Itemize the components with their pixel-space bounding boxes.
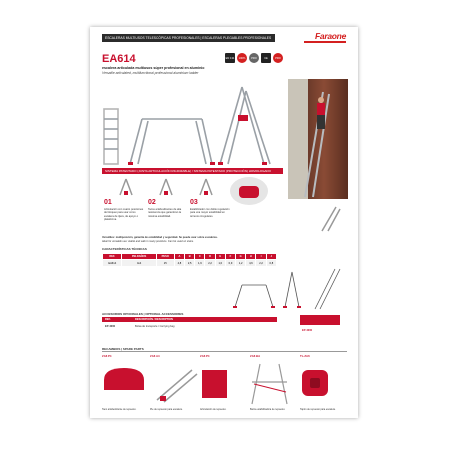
- th-h: H: [246, 254, 256, 260]
- spare-parts-title: RECAMBIOS | SPARE PARTS: [102, 347, 144, 351]
- logo-underline: [304, 41, 346, 43]
- table-row: [103, 260, 277, 267]
- carry-bag-photo: [300, 315, 340, 325]
- td-cell: 1,0: [215, 260, 225, 267]
- step-03-number: 03: [190, 199, 198, 206]
- th-e: E: [215, 254, 225, 260]
- th-c: C: [195, 254, 205, 260]
- td-cell: EA614: [103, 260, 122, 267]
- th-weight: PESO: [156, 254, 174, 260]
- badge-pro: PRO: [249, 53, 259, 63]
- spare-ref-3: ZA6 P4: [200, 354, 210, 358]
- spare-desc-3: Articulación de repuesto.: [200, 408, 227, 411]
- th-d: D: [205, 254, 215, 260]
- spare-ref-2: ZA6 A4: [150, 354, 160, 358]
- td-cell: 2,5: [185, 260, 195, 267]
- category-bar: ESCALERAS MULTIUSOS TELESCÓPICAS PROFESIONALES | ESCALERAS PLEGABLES PROFESIONALES: [102, 34, 275, 42]
- th-a: A: [174, 254, 184, 260]
- feature-text-es: Versátiles: multiposición, garantía de estabilidad y seguridad. Se puede usar sobre escaleras.: [102, 236, 218, 239]
- th-i: I: [256, 254, 266, 260]
- th-ref: REF.: [103, 254, 122, 260]
- td-cell: 4x4: [122, 260, 156, 267]
- spare-desc-2: Pie de repuesto para escalera.: [150, 408, 183, 411]
- th-j: J: [266, 254, 276, 260]
- patent-bar: SISTEMA PATENTADO (JUNTA ARTICULACIÓN RIGIDIZABLE) / SISTEMA PATENTADO (PROTECCIÓN) HOMOLOGADO: [102, 168, 283, 174]
- specs-table: [102, 253, 277, 267]
- acc-desc-header: DESCRIPCIÓN / DESCRIPTION: [135, 318, 173, 321]
- td-cell: 2,2: [205, 260, 215, 267]
- feature-text-en: Ideal for versatile use: stable and safe in many positions. Can be used on stairs.: [102, 240, 194, 243]
- product-sheet: [90, 27, 358, 418]
- spare-desc-4: Barra estabilizadora de repuesto.: [250, 408, 286, 411]
- td-cell: 1,9: [195, 260, 205, 267]
- td-cell: 0,9: [225, 260, 235, 267]
- spare-desc-1: Taco antideslizante de repuesto.: [102, 408, 137, 411]
- joint-detail-photo: [235, 180, 263, 202]
- acc-desc: Bolsa de transporte / Carrying bag: [135, 325, 175, 328]
- dimension-diagrams: [230, 267, 348, 312]
- spare-ref-4: ZA6 BA: [250, 354, 261, 358]
- badge-ce: CE: [261, 53, 271, 63]
- td-cell: 2,2: [256, 260, 266, 267]
- td-cell: 0,8: [266, 260, 276, 267]
- acc-ref: EP-4000: [105, 325, 116, 328]
- th-steps: PELDAÑOS: [122, 254, 156, 260]
- product-model: EA614: [102, 53, 136, 65]
- td-cell: 4,8: [174, 260, 184, 267]
- spare-ref-5: TL-ZA6: [300, 354, 310, 358]
- worker-on-ladder-photo: [295, 82, 345, 200]
- step-03-text: Estabilizador con doble regulación para una mayor estabilidad en terrenos irregulares.: [190, 208, 230, 218]
- badge-pro-2: PRO: [273, 53, 283, 63]
- table-title: CARACTERÍSTICAS TÉCNICAS: [102, 247, 147, 251]
- spare-desc-5: Tapón de repuesto para escalera.: [300, 408, 336, 411]
- accessories-title: ACCESORIOS OPCIONALES | OPTIONAL ACCESSORIES: [102, 312, 184, 316]
- product-title-es: escalera articulada multiusos súper profesional en aluminio: [102, 66, 205, 70]
- ladder-photos: [102, 79, 282, 167]
- step-01-text: Articulación con cuatro posiciones de bloqueo para usar como escalera de tijera, de apoyo o plataforma.: [104, 208, 144, 222]
- th-g: G: [236, 254, 246, 260]
- step-02-number: 02: [148, 199, 156, 206]
- spare-parts-divider: [102, 351, 347, 352]
- certification-badges: [225, 53, 283, 63]
- step-thumbnails: [116, 177, 231, 197]
- badge-en131: EN 131: [225, 53, 235, 63]
- accessories-row: [102, 325, 347, 328]
- th-f: F: [225, 254, 235, 260]
- accessory-side-label: EP-4000: [302, 329, 313, 332]
- step-01-number: 01: [104, 199, 112, 206]
- product-title-en: Versatile articulated, multifunctional professional aluminium ladder: [102, 71, 199, 75]
- spare-parts-photos: [102, 360, 347, 406]
- acc-ref-header: REF.: [105, 318, 111, 321]
- brand-logo: Faraone: [315, 31, 346, 41]
- ladder-on-stairs-photo: [320, 205, 342, 233]
- td-cell: 15: [156, 260, 174, 267]
- spare-ref-1: ZA6 P4: [102, 354, 112, 358]
- step-02-text: Tacos antideslizantes de alta resistencia que garantizan la máxima estabilidad.: [148, 208, 182, 218]
- td-cell: 4,6: [246, 260, 256, 267]
- td-cell: 1,2: [236, 260, 246, 267]
- th-b: B: [185, 254, 195, 260]
- badge-100: 100%: [237, 53, 247, 63]
